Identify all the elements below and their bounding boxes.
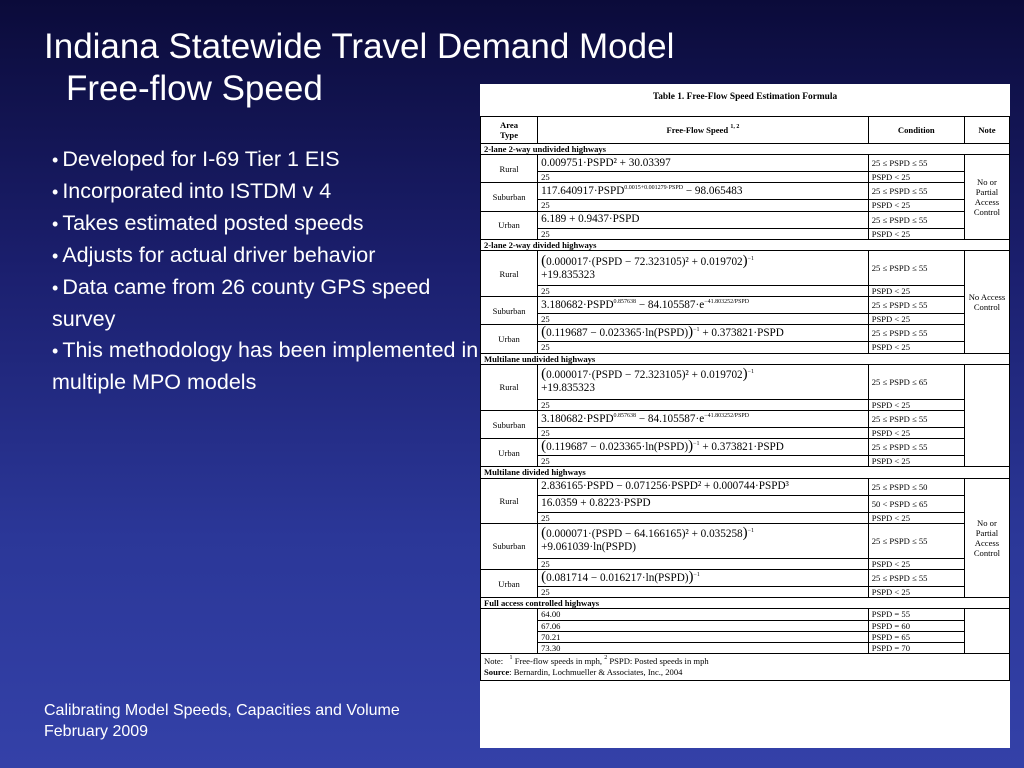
value-cell: 25 [538, 342, 869, 353]
table-row [481, 183, 1010, 200]
bullet-icon: • [52, 214, 59, 234]
formula-cell: $3.180682\cdot PSPD^{0.857638} - 84.105587\cdot e^{-41.803252/PSPD}$ [538, 297, 869, 314]
condition-cell: PSPD < 25 [868, 314, 964, 325]
value-cell: 64.00 [538, 609, 869, 620]
condition-cell: PSPD = 60 [868, 620, 964, 631]
bullet-icon: • [52, 246, 59, 266]
condition-cell: PSPD = 55 [868, 609, 964, 620]
note-cell: No or Partial Access Control [964, 155, 1009, 240]
table-row [481, 523, 1010, 558]
bullet-item: • Developed for I-69 Tier 1 EIS [52, 147, 340, 171]
condition-cell: 25 ≤ PSPD ≤ 55 [868, 211, 964, 228]
value-cell: 70.21 [538, 631, 869, 642]
formula-cell: (0.000017·(PSPD − 72.323105)² + 0.019702)$^{-1}$ +19.835323 [538, 251, 869, 286]
area-type-cell: Rural [481, 251, 538, 297]
value-cell: 73.30 [538, 643, 869, 654]
condition-cell: 25 ≤ PSPD ≤ 50 [868, 478, 964, 495]
formula-cell: 6.189 + 0.9437·PSPD [538, 211, 869, 228]
formula-cell: (0.119687 − 0.023365·ln(PSPD))$^{-1}$ + 0.373821·PSPD [538, 325, 869, 342]
section-heading: 2-lane 2-way undivided highways [481, 144, 1010, 155]
table-row [481, 325, 1010, 342]
value-cell: 25 [538, 456, 869, 467]
note-cell: No or Partial Access Control [964, 478, 1009, 598]
table-row [481, 456, 1010, 467]
section-heading: 2-lane 2-way divided highways [481, 239, 1010, 250]
area-type-cell [481, 609, 538, 654]
condition-cell: PSPD = 70 [868, 643, 964, 654]
table-row [481, 297, 1010, 314]
table-row [481, 428, 1010, 439]
table-row [481, 587, 1010, 598]
area-type-cell: Rural [481, 364, 538, 410]
footer-line2: February 2009 [44, 723, 149, 740]
section-heading: Multilane divided highways [481, 467, 1010, 478]
condition-cell: 25 ≤ PSPD ≤ 55 [868, 297, 964, 314]
condition-cell: PSPD < 25 [868, 512, 964, 523]
value-cell: 25 [538, 314, 869, 325]
formula-cell: (0.119687 − 0.023365·ln(PSPD))$^{-1}$ + 0.373821·PSPD [538, 439, 869, 456]
ffs-table [480, 84, 1010, 681]
condition-cell: PSPD < 25 [868, 172, 964, 183]
area-type-cell: Suburban [481, 411, 538, 439]
condition-cell: PSPD = 65 [868, 631, 964, 642]
area-type-cell: Urban [481, 211, 538, 239]
table-row [481, 364, 1010, 399]
bullet-item: • Takes estimated posted speeds [52, 211, 364, 235]
table-header-row [481, 117, 1010, 144]
formula-cell: $117.640917\cdot PSPD^{0.0015+0.001279\cdot PSPD} - 98.065483$ [538, 183, 869, 200]
value-cell: 25 [538, 228, 869, 239]
formula-cell: 0.009751·PSPD² + 30.03397 [538, 155, 869, 172]
value-cell: 25 [538, 512, 869, 523]
value-cell: 25 [538, 286, 869, 297]
table-footnote-row [481, 654, 1010, 681]
table-row [481, 631, 1010, 642]
table-row [481, 620, 1010, 631]
table-caption: Table 1. Free-Flow Speed Estimation Formula [481, 84, 1010, 117]
value-cell: 25 [538, 558, 869, 569]
area-type-cell: Suburban [481, 297, 538, 325]
area-type-cell: Rural [481, 478, 538, 523]
formula-cell: (0.000071·(PSPD − 64.166165)² + 0.035258)$^{-1}$ +9.061039·ln(PSPD) [538, 523, 869, 558]
header-note: Note [964, 117, 1009, 144]
formula-cell: 2.836165·PSPD − 0.071256·PSPD² + 0.000744·PSPD³ [538, 478, 869, 495]
table-row [481, 342, 1010, 353]
bullet-list [52, 144, 484, 398]
formula-cell: (0.081714 − 0.016217·ln(PSPD))$^{-1}$ [538, 570, 869, 587]
condition-cell: 50 < PSPD ≤ 65 [868, 495, 964, 512]
value-cell: 25 [538, 587, 869, 598]
ffs-table-panel [480, 84, 1010, 748]
condition-cell: 25 ≤ PSPD ≤ 55 [868, 570, 964, 587]
note-cell: No Access Control [964, 251, 1009, 354]
bullet-item: • Data came from 26 county GPS speed survey [52, 275, 431, 331]
table-row [481, 643, 1010, 654]
condition-cell: 25 ≤ PSPD ≤ 55 [868, 155, 964, 172]
formula-cell: $3.180682\cdot PSPD^{0.857638} - 84.105587\cdot e^{-41.803252/PSPD}$ [538, 411, 869, 428]
source-text: : Bernardin, Lochmueller & Associates, Inc., 2004 [509, 667, 683, 678]
value-cell: 25 [538, 428, 869, 439]
header-condition: Condition [868, 117, 964, 144]
condition-cell: PSPD < 25 [868, 587, 964, 598]
area-type-cell: Urban [481, 439, 538, 467]
table-row [481, 558, 1010, 569]
bullet-icon: • [52, 182, 59, 202]
slide-footer [44, 700, 400, 742]
condition-cell: PSPD < 25 [868, 342, 964, 353]
table-row [481, 609, 1010, 620]
formula-cell: (0.000017·(PSPD − 72.323105)² + 0.019702)$^{-1}$ +19.835323 [538, 364, 869, 399]
slide-title-line2: Free-flow Speed [66, 69, 323, 108]
condition-cell: 25 ≤ PSPD ≤ 55 [868, 251, 964, 286]
area-type-cell: Suburban [481, 183, 538, 211]
condition-cell: 25 ≤ PSPD ≤ 55 [868, 411, 964, 428]
table-row [481, 411, 1010, 428]
condition-cell: PSPD < 25 [868, 428, 964, 439]
condition-cell: PSPD < 25 [868, 228, 964, 239]
area-type-cell: Urban [481, 570, 538, 598]
condition-cell: PSPD < 25 [868, 200, 964, 211]
condition-cell: PSPD < 25 [868, 558, 964, 569]
note-cell [964, 609, 1009, 654]
value-cell: 25 [538, 172, 869, 183]
table-footnote: Note: $^1$ Free-flow speeds in mph, $^2$ PSPD: Posted speeds in mph Source: Bernardin, Lochmueller & Associates, Inc., 2004 [481, 654, 1010, 681]
table-row [481, 211, 1010, 228]
condition-cell: 25 ≤ PSPD ≤ 65 [868, 364, 964, 399]
bullet-item: • This methodology has been implemented in multiple MPO models [52, 338, 479, 394]
value-cell: 25 [538, 200, 869, 211]
table-row [481, 314, 1010, 325]
value-cell: 25 [538, 399, 869, 410]
condition-cell: 25 ≤ PSPD ≤ 55 [868, 439, 964, 456]
table-row [481, 570, 1010, 587]
table-row [481, 228, 1010, 239]
area-type-cell: Urban [481, 325, 538, 353]
area-type-cell: Rural [481, 155, 538, 183]
bullet-icon: • [52, 150, 59, 170]
bullet-item: • Adjusts for actual driver behavior [52, 243, 376, 267]
condition-cell: PSPD < 25 [868, 456, 964, 467]
area-type-cell: Suburban [481, 523, 538, 569]
table-row [481, 495, 1010, 512]
value-cell: 67.06 [538, 620, 869, 631]
condition-cell: 25 ≤ PSPD ≤ 55 [868, 183, 964, 200]
table-row [481, 155, 1010, 172]
bullet-icon: • [52, 278, 59, 298]
table-row [481, 172, 1010, 183]
table-row [481, 251, 1010, 286]
table-row [481, 439, 1010, 456]
section-heading: Multilane undivided highways [481, 353, 1010, 364]
table-row [481, 200, 1010, 211]
section-heading: Full access controlled highways [481, 598, 1010, 609]
table-row [481, 399, 1010, 410]
condition-cell: PSPD < 25 [868, 399, 964, 410]
condition-cell: PSPD < 25 [868, 286, 964, 297]
bullet-item: • Incorporated into ISTDM v 4 [52, 179, 332, 203]
table-row [481, 512, 1010, 523]
footer-line1: Calibrating Model Speeds, Capacities and Volume [44, 702, 400, 719]
formula-cell: 16.0359 + 0.8223·PSPD [538, 495, 869, 512]
bullet-icon: • [52, 341, 59, 361]
table-row [481, 478, 1010, 495]
header-area-type: Area Type [481, 117, 538, 144]
slide-title-line1: Indiana Statewide Travel Demand Model [44, 27, 675, 66]
source-label: Source [484, 667, 510, 678]
table-row [481, 286, 1010, 297]
header-ffs: Free-Flow Speed $^{1, 2}$ [538, 117, 869, 144]
condition-cell: 25 ≤ PSPD ≤ 55 [868, 523, 964, 558]
condition-cell: 25 ≤ PSPD ≤ 55 [868, 325, 964, 342]
note-cell [964, 364, 1009, 467]
